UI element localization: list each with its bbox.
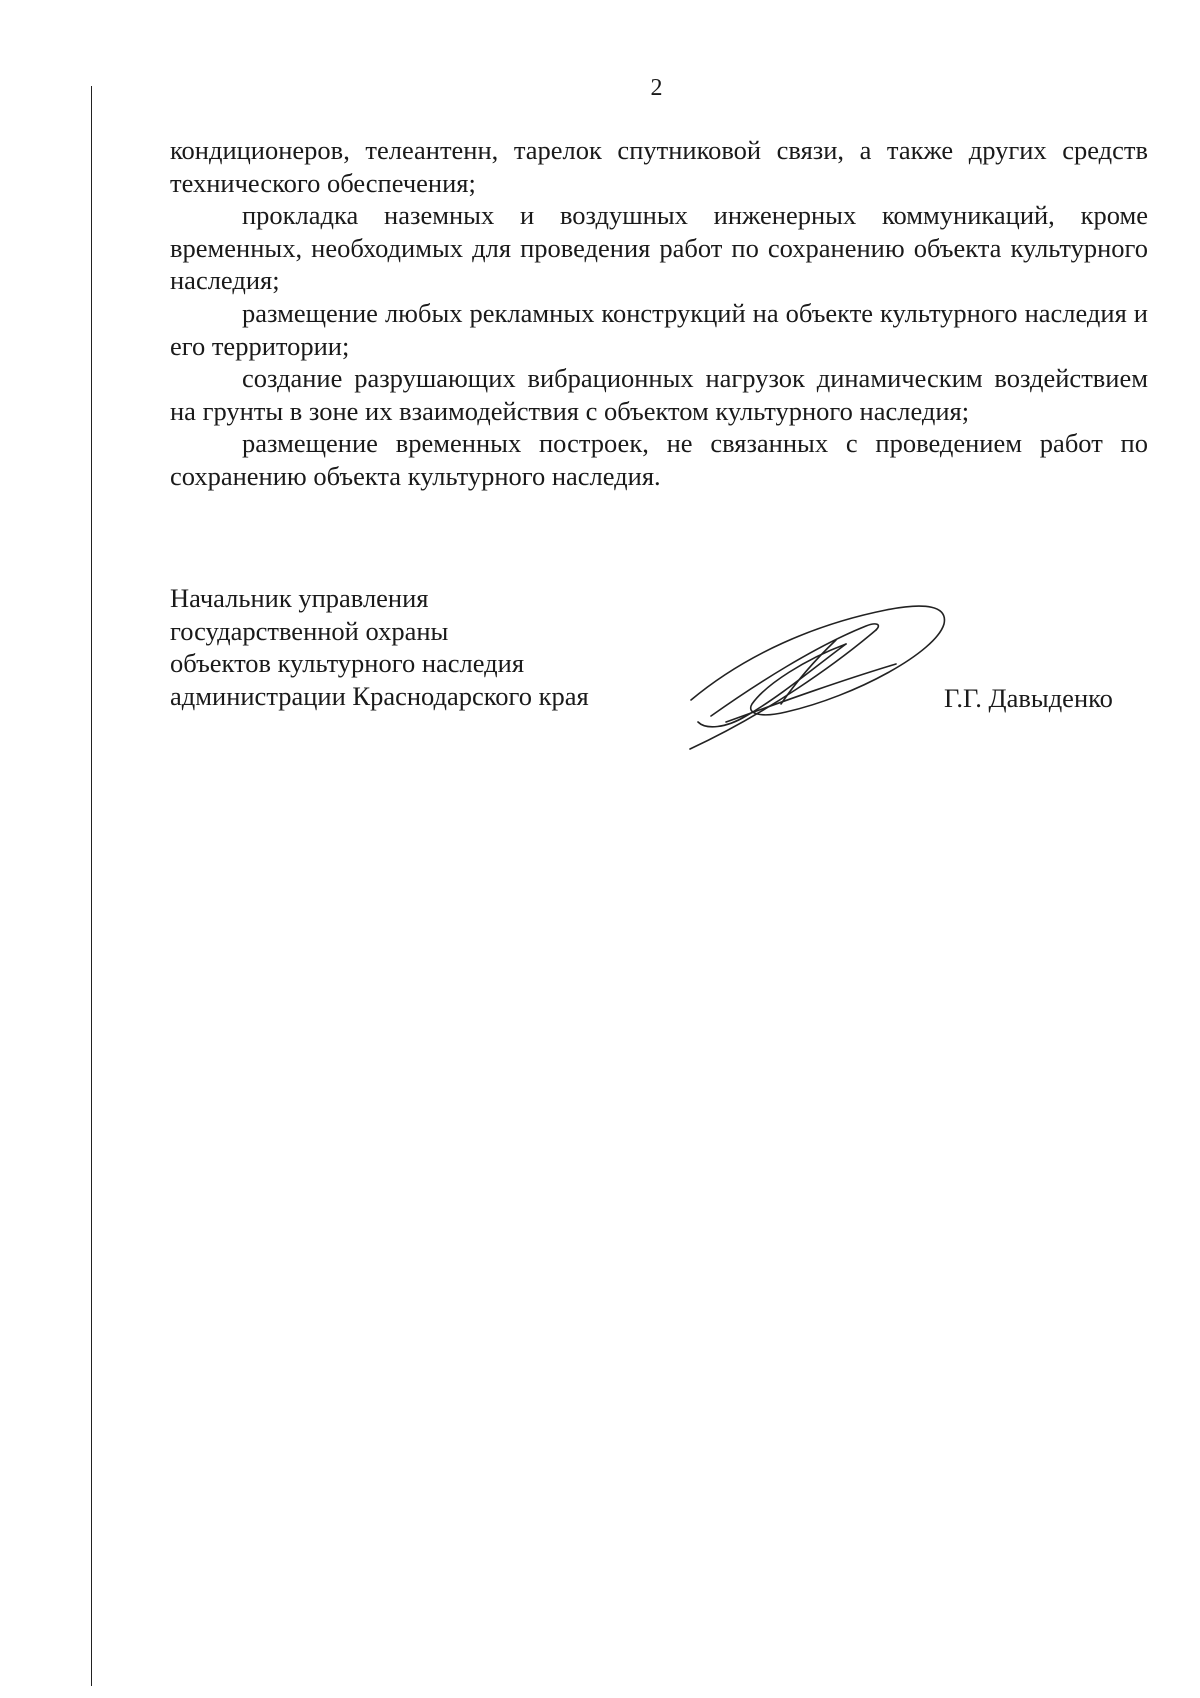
- signer-name: Г.Г. Давыденко: [944, 683, 1113, 713]
- handwritten-signature-icon: [686, 604, 956, 750]
- paragraph-item: прокладка наземных и воздушных инженерных коммуникаций, кроме временных, необходимых для проведения работ по сохранению объекта культурного наследия;: [170, 200, 1148, 296]
- paragraph-item: размещение любых рекламных конструкций на объекте культурного наследия и его территории;: [170, 297, 1148, 361]
- position-line: администрации Краснодарского края: [170, 680, 589, 711]
- page-number: 2: [650, 75, 663, 101]
- document-body: [170, 134, 1148, 493]
- left-margin-line: [91, 86, 92, 1686]
- position-line: Начальник управления: [170, 583, 429, 613]
- position-line: государственной охраны: [170, 615, 449, 646]
- signatory-position: [170, 582, 589, 712]
- paragraph-continuation: кондиционеров, телеантенн, тарелок спутниковой связи, а также других средств технического обеспечения;: [170, 135, 1148, 198]
- paragraph-item: создание разрушающих вибрационных нагрузок динамическим воздействием на грунты в зоне их взаимодействия с объектом культурного наследия;: [170, 363, 1148, 426]
- paragraph-item: размещение временных построек, не связанных с проведением работ по сохранению объекта культурного наследия.: [170, 428, 1148, 491]
- position-line: объектов культурного наследия: [170, 648, 525, 678]
